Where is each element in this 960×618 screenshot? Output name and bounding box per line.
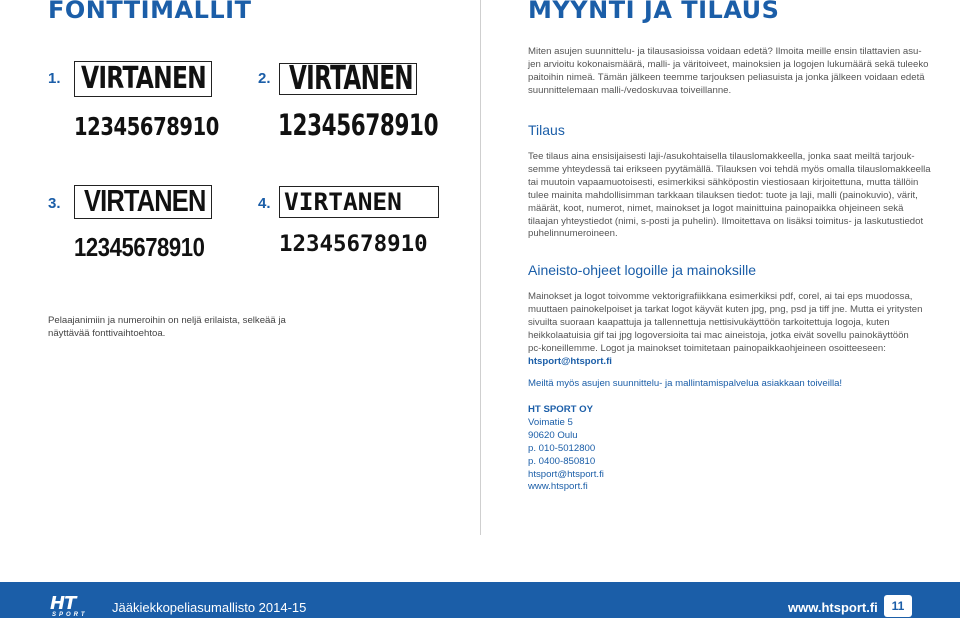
aineisto-line: muuttaen painokelpoiset ja tarkat logot käyvät kuten jpg, png, psd ja tiff jne. Mutta ei yritysten — [528, 303, 923, 315]
intro-line: Miten asujen suunnittelu- ja tilausasioissa voidaan edetä? Ilmoita meille ensin tilattavien asu- — [528, 46, 922, 57]
tilaus-line: tulee mainita mahdollisimman tarkkaan tilauksen tiedot: tuote ja laji, malli (painokuvio), värit, — [528, 189, 918, 201]
sample-3-name-box — [74, 185, 212, 219]
aineisto-paragraph — [528, 291, 922, 368]
sample-1-name: VIRTANEN — [81, 61, 206, 96]
sample-2-name-box — [279, 63, 417, 95]
footer-title: Jääkiekkopeliasumallisto 2014-15 — [112, 600, 307, 615]
design-service-note: Meiltä myös asujen suunnittelu- ja mallintamispalvelua asiakkaan toiveilla! — [528, 378, 843, 389]
sample-3-number: 3. — [48, 195, 61, 212]
footer-bar — [0, 582, 960, 618]
sample-1-digits: 12345678910 — [74, 112, 219, 141]
sample-3-name: VIRTANEN — [84, 185, 206, 218]
ht-sport-logo-sub: SPORT — [52, 612, 88, 618]
sample-4-name-box — [279, 186, 439, 218]
sample-3-digits: 12345678910 — [74, 232, 205, 262]
aineisto-line: heikkolaatuisia gif tai jpg logoversioita tai mac aineistoja, jotka eivät sovellu painokäyttöön — [528, 329, 909, 341]
company-postal: 90620 Oulu — [528, 429, 578, 441]
company-web-link[interactable]: www.htsport.fi — [528, 481, 588, 493]
heading-myynti-ja-tilaus: MYYNTI JA TILAUS — [528, 0, 780, 24]
tilaus-line: semme yhteydessä tai erikseen pyytämällä. Tilauksen voi tehdä myös omalla tilauslomakkeella — [528, 163, 931, 175]
intro-line: paitoihin nimeä. Tämän jälkeen teemme tarjouksen peliasuista ja jonka jälkeen voidaan edetä — [528, 71, 925, 83]
sample-2-number: 2. — [258, 70, 271, 87]
intro-line: suunnittelemaan malli-/vedoskuvaa toiveillanne. — [528, 84, 732, 96]
intro-line: jen arvioitu kokonaismäärä, malli- ja väritoiveet, mainoksien ja logojen lukumäärä sekä tuleeko — [528, 58, 929, 70]
sample-1-number: 1. — [48, 70, 61, 87]
sample-4-number: 4. — [258, 195, 271, 212]
aineisto-email-link[interactable]: htsport@htsport.fi — [528, 355, 612, 367]
sample-1-digits-wrap — [74, 112, 260, 141]
company-phone-1[interactable]: p. 010-5012800 — [528, 442, 596, 454]
company-phone-2[interactable]: p. 0400-850810 — [528, 455, 596, 467]
footer-url-link[interactable]: www.htsport.fi — [788, 600, 878, 615]
company-email-link[interactable]: htsport@htsport.fi — [528, 468, 604, 480]
font-caption-line-1: Pelaajanimiin ja numeroihin on neljä erilaista, selkeää ja — [48, 315, 286, 326]
sample-2-digits: 12345678910 — [278, 108, 439, 142]
tilaus-paragraph — [528, 151, 931, 241]
tilaus-line: puhelinnumeroineen. — [528, 228, 618, 240]
sample-3-digits-wrap — [74, 232, 228, 263]
tilaus-heading: Tilaus — [528, 122, 565, 138]
aineisto-heading: Aineisto-ohjeet logoille ja mainoksille — [528, 262, 757, 278]
tilaus-line: määrät, koot, numerot, nimet, mainokset ja logot mainittuina painopaikka ohjeineen sekä — [528, 202, 904, 214]
intro-paragraph — [528, 46, 928, 98]
tilaus-line: tilaajan yhteystiedot (nimi, s-posti ja puhelin). Ilmoitettava on lisäksi toimitus- ja laskutustiedot — [528, 215, 924, 227]
sample-2-digits-wrap — [278, 108, 494, 142]
company-name: HT SPORT OY — [528, 404, 594, 415]
tilaus-line: Tee tilaus aina ensisijaisesti laji-/asukohtaisella tilauslomakkeella, jonka saat meiltä tarjouk- — [528, 151, 915, 162]
tilaus-line: tai muutoin vapaamuotoisesti, esimerkiksi sähköpostin viestiosaan kirjoitettuna, mutta tällöin — [528, 176, 919, 188]
column-divider — [480, 0, 481, 535]
font-caption — [48, 315, 286, 341]
sample-4-name: VIRTANEN — [284, 188, 402, 216]
sample-1-name-box — [74, 61, 212, 97]
sample-4-digits-wrap — [279, 232, 428, 257]
aineisto-line: sivuilta suoraan kaapattuja ja tallennettuja nettisivukäyttöön tarkoitettuja logoja, kuten — [528, 316, 890, 328]
heading-fonttimallit: FONTTIMALLIT — [48, 0, 252, 24]
sample-2-name: VIRTANEN — [289, 63, 413, 95]
page-number-badge: 11 — [884, 595, 912, 617]
aineisto-line: pc-koneillemme. Logot ja mainokset toimitetaan painopaikkaohjeineen osoitteeseen: — [528, 342, 886, 354]
company-address: Voimatie 5 — [528, 416, 573, 428]
font-caption-line-2: näyttävää fonttivaihtoehtoa. — [48, 327, 166, 339]
ht-sport-logo: HT — [50, 593, 76, 614]
sample-4-digits: 12345678910 — [279, 232, 428, 257]
company-contact — [528, 404, 604, 494]
aineisto-line: Mainokset ja logot toivomme vektorigrafiikkana esimerkiksi pdf, corel, ai tai eps muodossa, — [528, 291, 913, 302]
